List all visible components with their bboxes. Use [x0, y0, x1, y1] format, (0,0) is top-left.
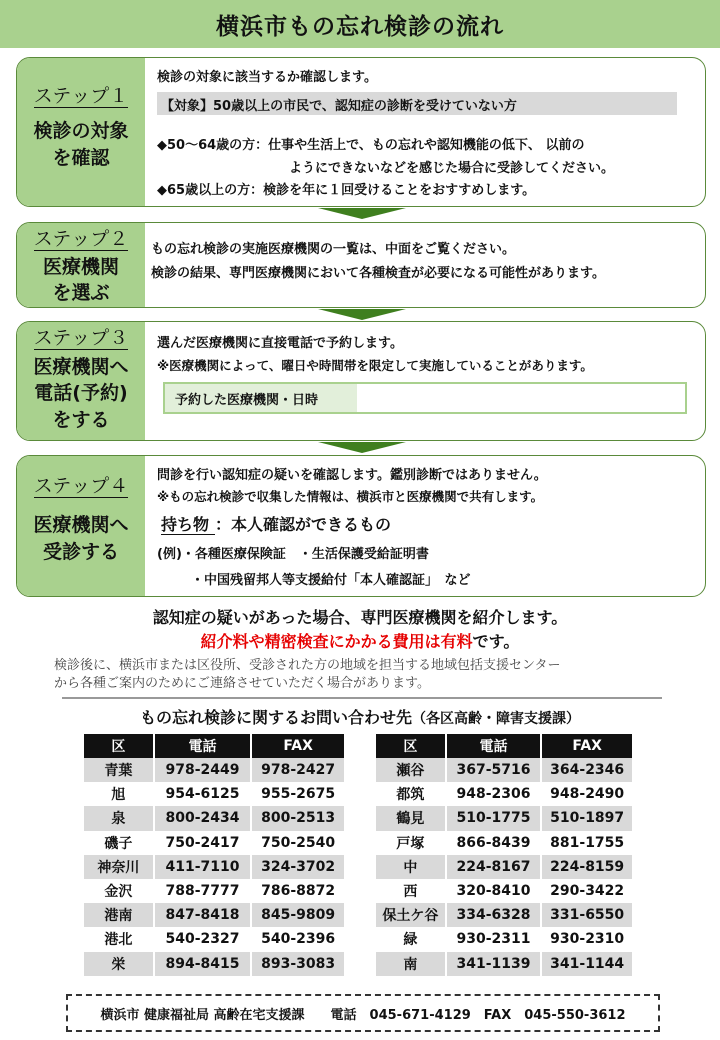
- step-heading: 医療機関へ 電話(予約) をする: [33, 355, 129, 432]
- phone-cell: 954-6125: [154, 782, 252, 806]
- ward-cell: 神奈川: [84, 855, 154, 879]
- fax-cell: 290-3422: [541, 879, 633, 903]
- ward-cell: 都筑: [376, 782, 446, 806]
- phone-cell: 367-5716: [446, 758, 542, 782]
- table-row: [84, 831, 345, 855]
- belongings: [161, 512, 391, 535]
- phone-cell: 334-6328: [446, 903, 542, 927]
- referral-cost-red: 紹介料や精密検査にかかる費用は有料: [200, 632, 473, 651]
- footer-contact: 横浜市 健康福祉局 高齢在宅支援課 電話 045-671-4129 FAX 045-550-3612: [66, 994, 660, 1032]
- ward-cell: 港南: [84, 903, 154, 927]
- step-1-body: [157, 58, 697, 206]
- ward-cell: 磯子: [84, 831, 154, 855]
- phone-cell: 847-8418: [154, 903, 252, 927]
- fax-cell: 800-2513: [251, 806, 345, 830]
- phone-cell: 224-8167: [446, 855, 542, 879]
- belongings-label: 持ち物: [161, 515, 215, 535]
- referral-cost: [0, 629, 720, 652]
- flow-arrow: [318, 309, 406, 320]
- ward-cell: 緑: [376, 927, 446, 951]
- table-row: [376, 831, 633, 855]
- step-2: [16, 222, 706, 308]
- divider: [62, 697, 662, 699]
- step-3: [16, 321, 706, 441]
- flow-arrow: [318, 442, 406, 453]
- step-2-body: [151, 223, 697, 307]
- fax-cell: 364-2346: [541, 758, 633, 782]
- step-text: 選んだ医療機関に直接電話で予約します。: [157, 336, 403, 351]
- ward-table-right: [376, 734, 634, 976]
- table-row: [84, 806, 345, 830]
- step-4-body: [157, 456, 697, 596]
- fax-cell: 510-1897: [541, 806, 633, 830]
- fax-cell: 331-6550: [541, 903, 633, 927]
- fax-cell: 955-2675: [251, 782, 345, 806]
- col-header-phone: 電話: [446, 734, 542, 758]
- step-text: ◆65歳以上の方：検診を年に１回受けることをおすすめします。: [157, 183, 536, 198]
- page-title: 横浜市もの忘れ検診の流れ: [216, 13, 504, 40]
- phone-cell: 948-2306: [446, 782, 542, 806]
- fax-cell: 930-2310: [541, 927, 633, 951]
- table-row: [84, 855, 345, 879]
- step-2-label-panel: [17, 223, 145, 307]
- table-row: [376, 806, 633, 830]
- ward-table-left: [84, 734, 346, 976]
- ward-cell: 戸塚: [376, 831, 446, 855]
- ward-cell: 泉: [84, 806, 154, 830]
- target-text: 【対象】50歳以上の市民で、認知症の診断を受けていない方: [161, 99, 517, 114]
- contact-note: 検診後に、横浜市または区役所、受診された方の地域を担当する地域包括支援センター から各種ご案内のためにご連絡させていただく場合があります。: [54, 658, 561, 691]
- phone-cell: 788-7777: [154, 879, 252, 903]
- step-label: ステップ２: [33, 228, 129, 250]
- phone-cell: 894-8415: [154, 952, 252, 976]
- title-bar: [0, 0, 720, 48]
- table-row: [84, 903, 345, 927]
- ward-cell: 保土ケ谷: [376, 903, 446, 927]
- step-label: ステップ１: [33, 85, 129, 107]
- table-row: [84, 782, 345, 806]
- step-heading: 医療機関 を選ぶ: [42, 255, 119, 304]
- step-text: ◆50～64歳の方：仕事や生活上で、もの忘れや認知機能の低下、 以前の: [157, 138, 585, 153]
- step-text: (例)・各種医療保険証 ・生活保護受給証明書: [157, 547, 429, 562]
- step-text: ・中国残留邦人等支援給付「本人確認証」 など: [191, 573, 471, 588]
- step-text: 検診の対象に該当するか確認します。: [157, 70, 377, 85]
- contact-title-main: もの忘れ検診に関するお問い合わせ先: [139, 708, 412, 727]
- phone-cell: 320-8410: [446, 879, 542, 903]
- step-4: [16, 455, 706, 597]
- ward-cell: 南: [376, 952, 446, 976]
- flow-arrow: [318, 208, 406, 219]
- step-heading: 検診の対象 を確認: [33, 119, 129, 170]
- col-header-fax: FAX: [251, 734, 345, 758]
- ward-cell: 金沢: [84, 879, 154, 903]
- referral-cost-tail: です。: [472, 632, 520, 651]
- step-3-label-panel: [17, 322, 145, 440]
- fax-cell: 750-2540: [251, 831, 345, 855]
- table-row: [84, 758, 345, 782]
- fax-cell: 224-8159: [541, 855, 633, 879]
- ward-cell: 港北: [84, 927, 154, 951]
- phone-cell: 411-7110: [154, 855, 252, 879]
- step-4-label-panel: [17, 456, 145, 596]
- step-text: もの忘れ検診の実施医療機関の一覧は、中面をご覧ください。: [151, 242, 516, 257]
- phone-cell: 510-1775: [446, 806, 542, 830]
- table-row: [376, 927, 633, 951]
- table-row: [376, 855, 633, 879]
- table-row: [376, 952, 633, 976]
- fax-cell: 324-3702: [251, 855, 345, 879]
- table-row: [84, 952, 345, 976]
- phone-cell: 866-8439: [446, 831, 542, 855]
- step-label: ステップ４: [33, 475, 129, 497]
- ward-cell: 中: [376, 855, 446, 879]
- table-row: [84, 927, 345, 951]
- belongings-text: ：本人確認ができるもの: [215, 515, 392, 534]
- ward-cell: 鶴見: [376, 806, 446, 830]
- phone-cell: 341-1139: [446, 952, 542, 976]
- step-text: 検診の結果、専門医療機関において各種検査が必要になる可能性があります。: [151, 266, 605, 281]
- table-row: [376, 879, 633, 903]
- ward-cell: 西: [376, 879, 446, 903]
- step-1-label-panel: [17, 58, 145, 206]
- phone-cell: 800-2434: [154, 806, 252, 830]
- step-text: ※医療機関によって、曜日や時間帯を限定して実施していることがあります。: [157, 358, 593, 373]
- ward-cell: 栄: [84, 952, 154, 976]
- fax-cell: 881-1755: [541, 831, 633, 855]
- table-row: [376, 903, 633, 927]
- contact-title-sub: （各区高齢・障害支援課）: [412, 711, 580, 727]
- ward-cell: 旭: [84, 782, 154, 806]
- phone-cell: 930-2311: [446, 927, 542, 951]
- step-text: ※もの忘れ検診で収集した情報は、横浜市と医療機関で共有します。: [157, 489, 544, 504]
- col-header-ward: 区: [376, 734, 446, 758]
- phone-cell: 978-2449: [154, 758, 252, 782]
- step-label: ステップ３: [33, 327, 129, 349]
- table-row: [84, 879, 345, 903]
- col-header-ward: 区: [84, 734, 154, 758]
- table-row: [376, 782, 633, 806]
- fax-cell: 893-3083: [251, 952, 345, 976]
- col-header-phone: 電話: [154, 734, 252, 758]
- phone-cell: 540-2327: [154, 927, 252, 951]
- step-text: 問診を行い認知症の疑いを確認します。鑑別診断ではありません。: [157, 468, 547, 483]
- phone-cell: 750-2417: [154, 831, 252, 855]
- step-1: [16, 57, 706, 207]
- ward-cell: 青葉: [84, 758, 154, 782]
- fax-cell: 948-2490: [541, 782, 633, 806]
- fax-cell: 341-1144: [541, 952, 633, 976]
- referral-message: 認知症の疑いがあった場合、専門医療機関を紹介します。: [152, 608, 568, 627]
- reservation-field[interactable]: [163, 382, 687, 414]
- col-header-fax: FAX: [541, 734, 633, 758]
- step-3-body: [157, 322, 697, 440]
- reservation-label: 予約した医療機関・日時: [165, 384, 357, 412]
- fax-cell: 978-2427: [251, 758, 345, 782]
- step-heading: 医療機関へ 受診する: [33, 513, 129, 564]
- step-text: ようにできないなどを感じた場合に受診してください。: [289, 161, 615, 176]
- fax-cell: 540-2396: [251, 927, 345, 951]
- table-row: [376, 758, 633, 782]
- contact-title: [0, 705, 720, 728]
- fax-cell: 845-9809: [251, 903, 345, 927]
- fax-cell: 786-8872: [251, 879, 345, 903]
- ward-cell: 瀬谷: [376, 758, 446, 782]
